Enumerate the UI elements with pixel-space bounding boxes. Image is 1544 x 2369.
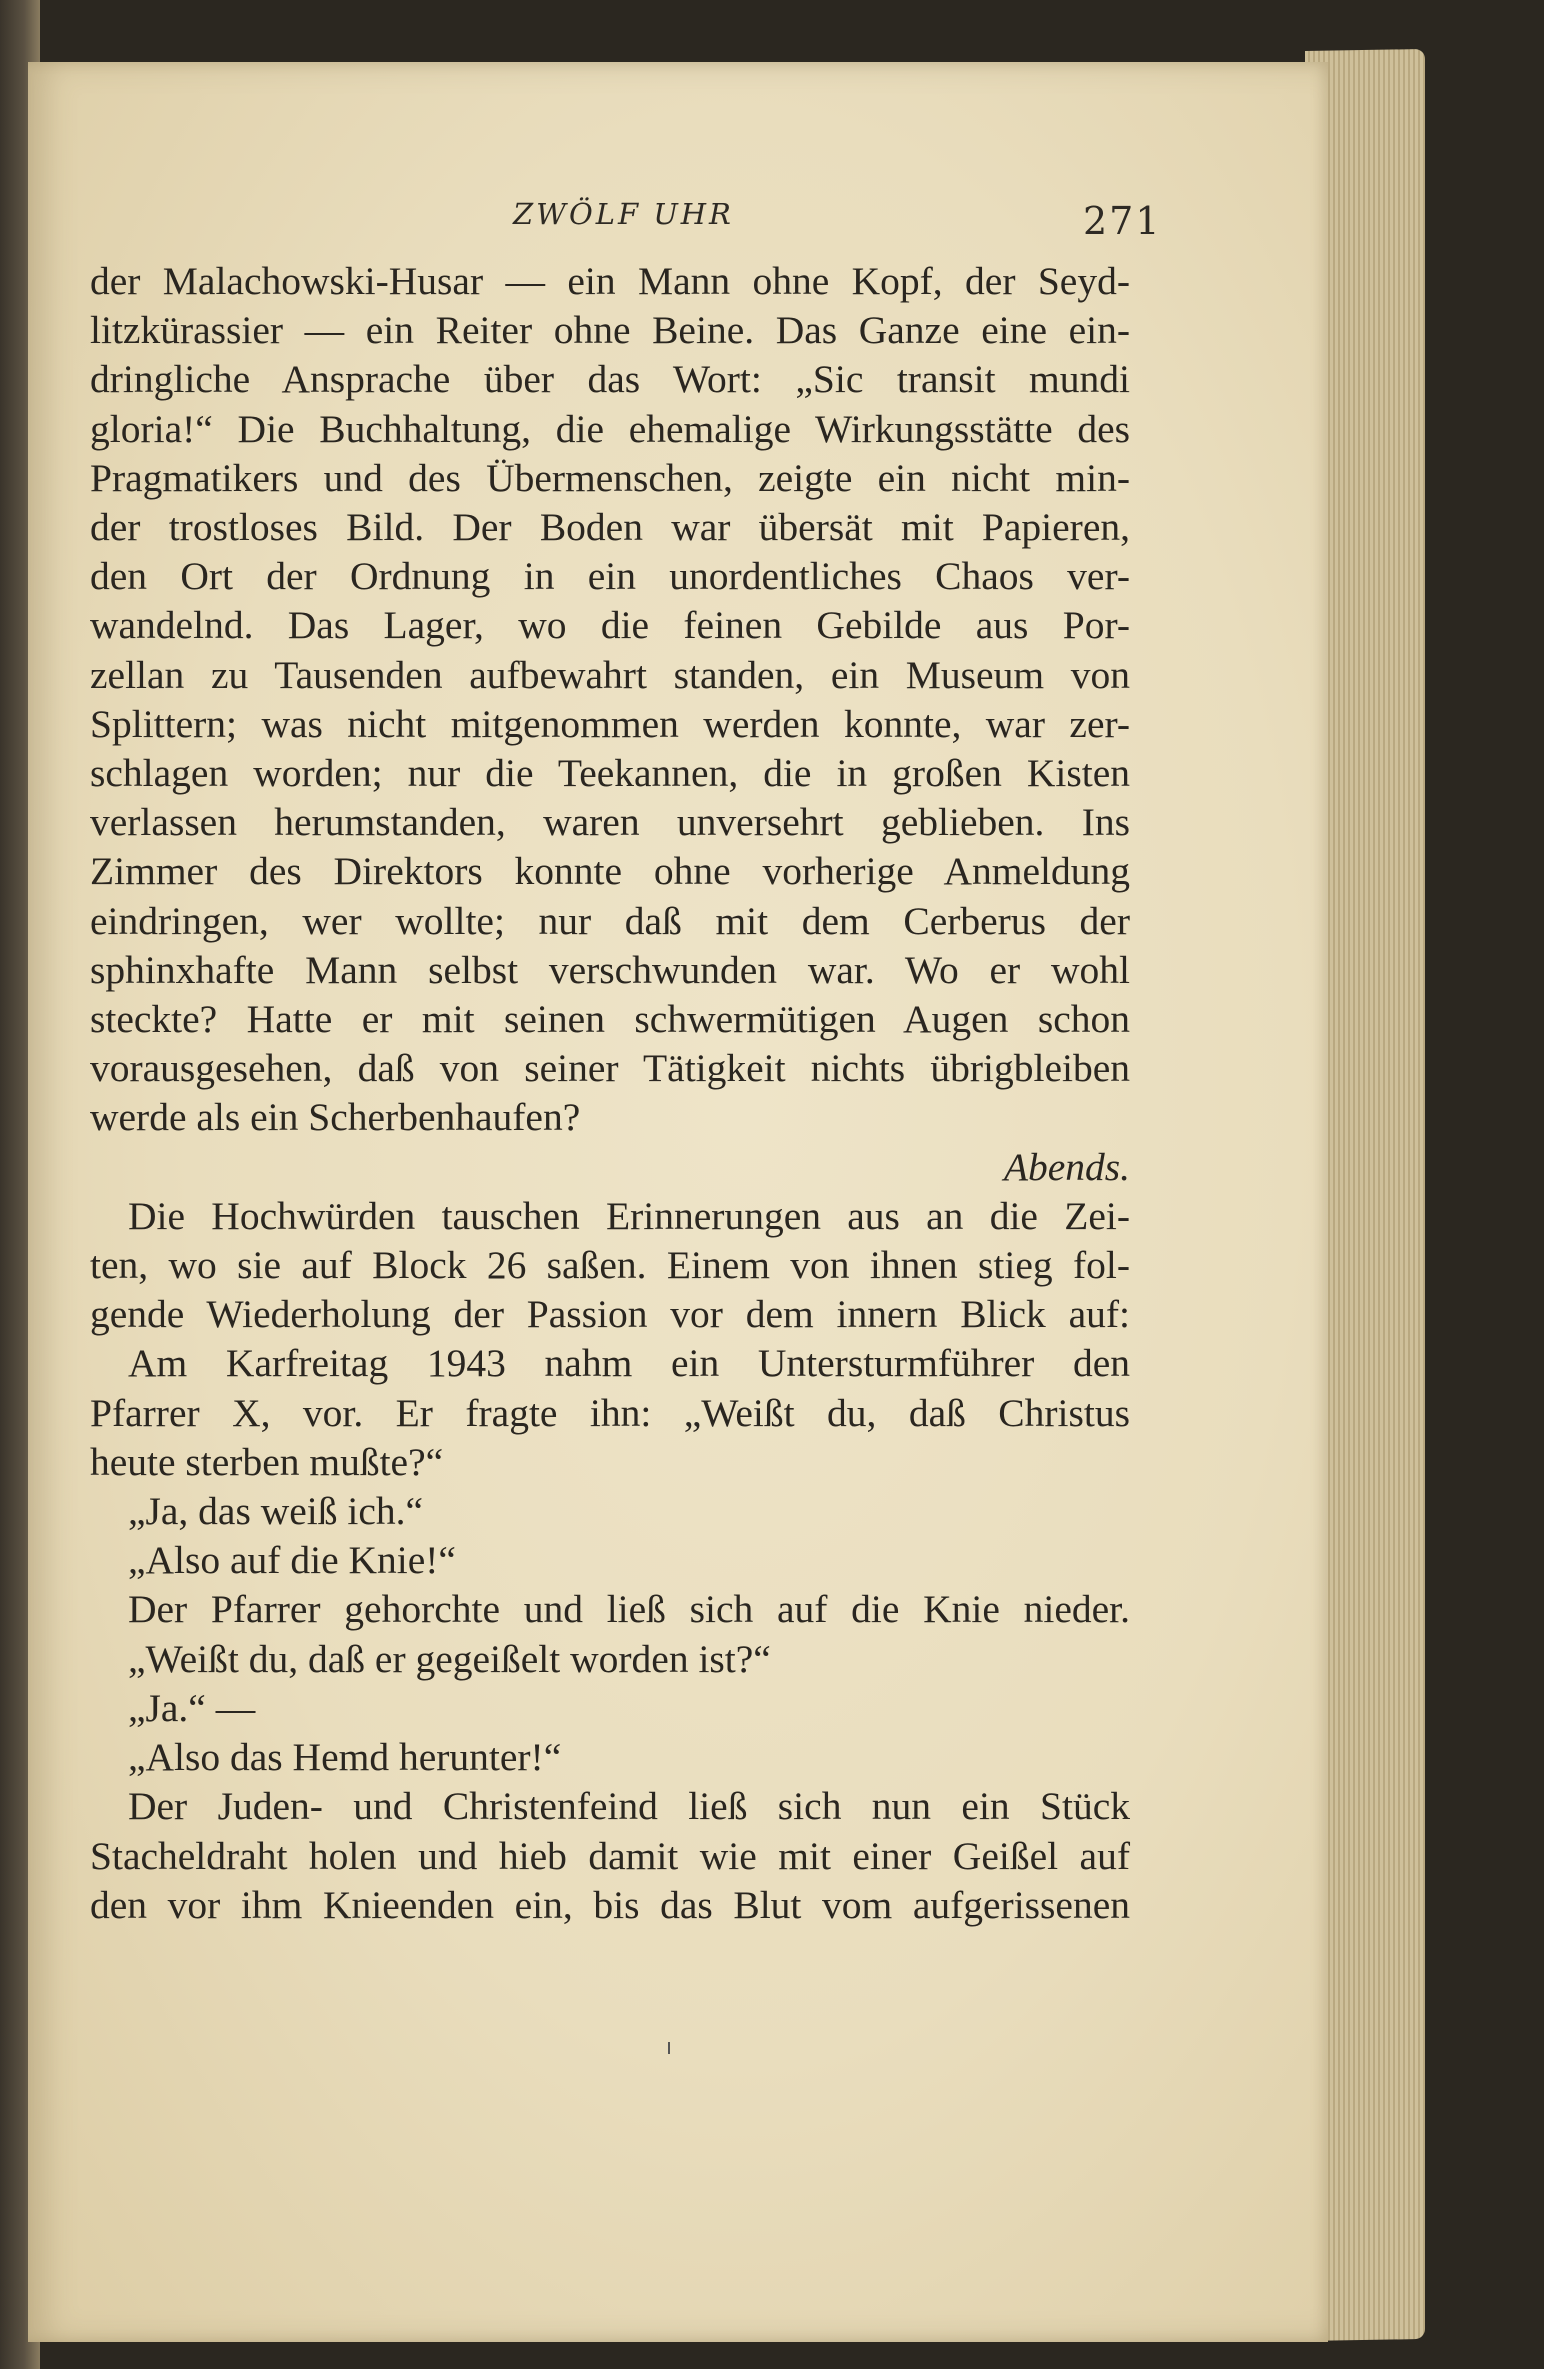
text-line: Der Juden- und Christenfeind ließ sich nun ein Stück bbox=[128, 1784, 1130, 1829]
text-line: Die Hochwürden tauschen Erinnerungen aus an die Zei- bbox=[128, 1193, 1130, 1238]
text-line: Am Karfreitag 1943 nahm ein Untersturmführer den bbox=[128, 1341, 1130, 1386]
text-line: wandelnd. Das Lager, wo die feinen Gebilde aus Por- bbox=[90, 603, 1130, 648]
text-line: gloria!“ Die Buchhaltung, die ehemalige Wirkungsstätte des bbox=[90, 406, 1130, 451]
text-line: „Also das Hemd herunter!“ bbox=[128, 1735, 562, 1780]
text-line: litzkürassier — ein Reiter ohne Beine. Das Ganze eine ein- bbox=[90, 308, 1130, 353]
text-line: gende Wiederholung der Passion vor dem innern Blick auf: bbox=[90, 1292, 1130, 1337]
text-line: vorausgesehen, daß von seiner Tätigkeit nichts übrigbleiben bbox=[90, 1046, 1130, 1091]
section-marker: Abends. bbox=[1003, 1144, 1130, 1189]
text-line: den vor ihm Knieenden ein, bis das Blut vom aufgerissenen bbox=[90, 1882, 1130, 1927]
text-line: werde als ein Scherbenhaufen? bbox=[90, 1095, 581, 1140]
text-line: eindringen, wer wollte; nur daß mit dem Cerberus der bbox=[90, 898, 1130, 943]
text-line: dringliche Ansprache über das Wort: „Sic transit mundi bbox=[90, 357, 1130, 402]
text-line: steckte? Hatte er mit seinen schwermütigen Augen schon bbox=[90, 997, 1130, 1042]
text-line: zellan zu Tausenden aufbewahrt standen, ein Museum von bbox=[90, 652, 1130, 697]
book-page bbox=[28, 62, 1328, 2342]
text-line: „Ja, das weiß ich.“ bbox=[128, 1489, 424, 1534]
text-line: der trostloses Bild. Der Boden war übersät mit Papieren, bbox=[90, 505, 1130, 550]
text-line: ten, wo sie auf Block 26 saßen. Einem von ihnen stieg fol- bbox=[90, 1243, 1130, 1288]
text-line: schlagen worden; nur die Teekannen, die in großen Kisten bbox=[90, 751, 1130, 796]
text-line: verlassen herumstanden, waren unversehrt geblieben. Ins bbox=[90, 800, 1130, 845]
text-line: „Weißt du, daß er gegeißelt worden ist?“ bbox=[128, 1636, 771, 1681]
text-line: „Also auf die Knie!“ bbox=[128, 1538, 456, 1583]
text-line: Splittern; was nicht mitgenommen werden konnte, war zer- bbox=[90, 701, 1130, 746]
text-line: „Ja.“ — bbox=[128, 1685, 256, 1730]
text-line: Pragmatikers und des Übermenschen, zeigte ein nicht min- bbox=[90, 455, 1130, 500]
text-line: der Malachowski-Husar — ein Mann ohne Kopf, der Seyd- bbox=[90, 259, 1130, 303]
text-line: sphinxhafte Mann selbst verschwunden war. Wo er wohl bbox=[90, 947, 1130, 992]
page-number: 271 bbox=[1083, 199, 1162, 243]
running-head-title: ZWÖLF UHR bbox=[513, 197, 734, 231]
text-line: Der Pfarrer gehorchte und ließ sich auf die Knie nieder. bbox=[128, 1587, 1130, 1632]
text-line: den Ort der Ordnung in ein unordentliches Chaos ver- bbox=[90, 554, 1130, 599]
body-text bbox=[90, 257, 1130, 1930]
print-mark bbox=[668, 2042, 670, 2054]
text-line: Stacheldraht holen und hieb damit wie mit einer Geißel auf bbox=[90, 1833, 1130, 1878]
text-line: Zimmer des Direktors konnte ohne vorherige Anmeldung bbox=[90, 849, 1130, 894]
text-line: Pfarrer X, vor. Er fragte ihn: „Weißt du, daß Christus bbox=[90, 1390, 1130, 1435]
text-line: heute sterben mußte?“ bbox=[90, 1439, 444, 1484]
